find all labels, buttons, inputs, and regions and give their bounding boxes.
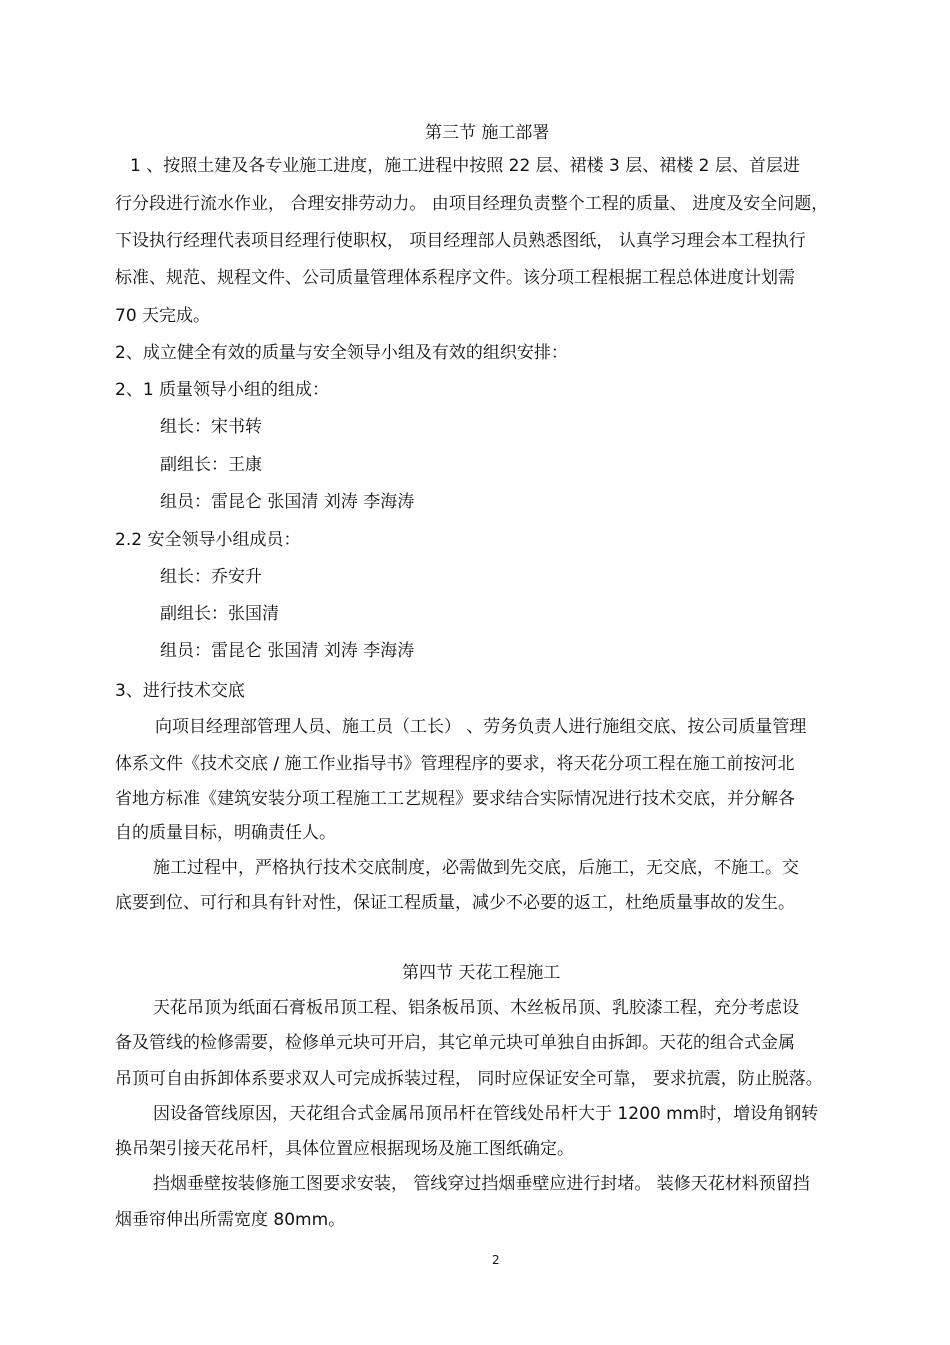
quality-team-members: 组员：雷昆仑 张国清 刘涛 李海涛 <box>160 492 415 512</box>
item2-2-heading: 2.2 安全领导小组成员： <box>115 530 301 550</box>
section3-p1-line: 标准、规范、规程文件、公司质量管理体系程序文件。该分项工程根据工程总体进度计划需 <box>115 268 795 288</box>
section3-p3-line: 向项目经理部管理人员、施工员（工长） 、劳务负责人进行施组交底、按公司质量管理 <box>155 717 807 737</box>
section3-p1-line: 下设执行经理代表项目经理行使职权， 项目经理部人员熟悉图纸， 认真学习理会本工程执行 <box>115 231 806 251</box>
section4-p2-line: 换吊架引接天花吊杆，具体位置应根据现场及施工图纸确定。 <box>115 1139 574 1159</box>
section3-p4-line: 底要到位、可行和具有针对性，保证工程质量，减少不必要的返工，杜绝质量事故的发生。 <box>115 893 795 913</box>
safety-team-members: 组员：雷昆仑 张国清 刘涛 李海涛 <box>160 641 415 661</box>
section4-p3-line: 挡烟垂壁按装修施工图要求安装， 管线穿过挡烟垂壁应进行封堵。 装修天花材料预留挡 <box>153 1174 810 1194</box>
section4-p1-line: 天花吊顶为纸面石膏板吊顶工程、铝条板吊顶、木丝板吊顶、乳胶漆工程，充分考虑设 <box>153 998 799 1018</box>
section3-p1-line: 70 天完成。 <box>115 306 211 326</box>
section4-title: 第四节 天花工程施工 <box>402 963 561 983</box>
item2-heading: 2、成立健全有效的质量与安全领导小组及有效的组织安排： <box>115 343 568 363</box>
quality-team-deputy: 副组长：王康 <box>160 455 262 475</box>
section4-p2-line: 因设备管线原因，天花组合式金属吊顶吊杆在管线处吊杆大于 1200 mm时，增设角钢转 <box>153 1104 819 1124</box>
safety-team-leader: 组长：乔安升 <box>160 567 262 587</box>
section4-p1-line: 备及管线的检修需要，检修单元块可开启，其它单元块可单独自由拆卸。天花的组合式金属 <box>115 1033 795 1053</box>
page-number: 2 <box>492 1253 500 1267</box>
section4-p1-line: 吊顶可自由拆卸体系要求双人可完成拆装过程， 同时应保证安全可靠， 要求抗震，防止脱落。 <box>115 1069 823 1089</box>
section4-p3-line: 烟垂帘伸出所需宽度 80mm。 <box>115 1210 346 1230</box>
safety-team-deputy: 副组长：张国清 <box>160 604 279 624</box>
section3-p3-line: 自的质量目标，明确责任人。 <box>115 823 336 843</box>
item2-1-heading: 2、1 质量领导小组的组成： <box>115 380 330 400</box>
item3-heading: 3、进行技术交底 <box>115 681 245 701</box>
section3-p3-line: 体系文件《技术交底 / 施工作业指导书》管理程序的要求，将天花分项工程在施工前按河北 <box>115 754 795 774</box>
quality-team-leader: 组长：宋书转 <box>160 417 262 437</box>
section3-p1-line: 行分段进行流水作业， 合理安排劳动力。 由项目经理负责整个工程的质量、 进度及安全问题， <box>115 194 829 214</box>
section3-p3-line: 省地方标准《建筑安装分项工程施工工艺规程》要求结合实际情况进行技术交底，并分解各 <box>115 789 795 809</box>
section3-p1-line: 1 、按照土建及各专业施工进度，施工进程中按照 22 层、裙楼 3 层、裙楼 2 层、首层进 <box>130 156 800 176</box>
section3-title: 第三节 施工部署 <box>425 123 550 143</box>
section3-p4-line: 施工过程中，严格执行技术交底制度，必需做到先交底，后施工，无交底，不施工。交 <box>153 858 799 878</box>
